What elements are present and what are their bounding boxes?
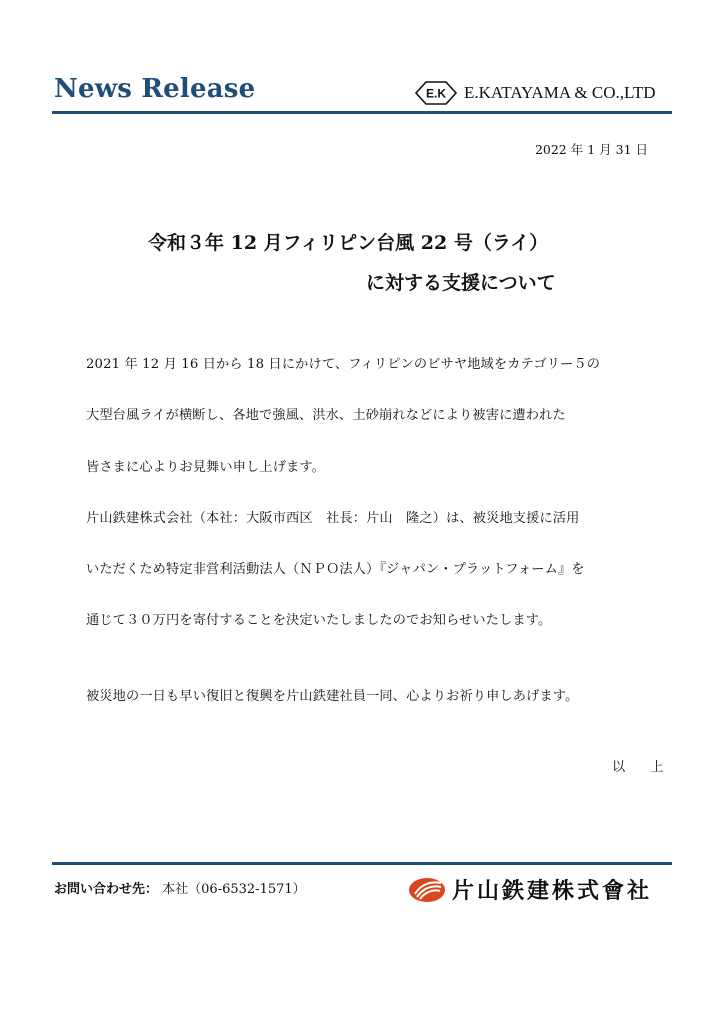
contact-info	[54, 878, 306, 897]
logo-mark-text: E.K	[425, 86, 447, 101]
ek-logo-icon	[414, 80, 458, 106]
closing-mark: 以 上	[612, 760, 670, 775]
body-paragraph: 大型台風ライが横断し、各地で強風、洪水、土砂崩れなどにより被害に遭われた	[86, 408, 566, 423]
body-paragraph: 皆さまに心よりお見舞い申し上げます。	[86, 460, 326, 475]
body-paragraph: いただくため特定非営利活動法人（ＮＰＯ法人）『ジャパン・プラットフォーム』を	[86, 562, 585, 577]
body-paragraph: 通じて３０万円を寄付することを決定いたしましたのでお知らせいたします。	[86, 613, 552, 628]
contact-label: お問い合わせ先：	[54, 882, 159, 897]
body-paragraph: 片山鉄建株式会社（本社：大阪市西区 社長：片山 隆之）は、被災地支援に活用	[86, 511, 580, 526]
company-mark-icon	[407, 876, 447, 904]
company-name-jp: 片山鉄建株式會社	[452, 878, 653, 904]
body-paragraph: 被災地の一日も早い復旧と復興を片山鉄建社員一同、心よりお祈り申しあげます。	[86, 689, 579, 704]
footer-divider	[52, 862, 672, 865]
news-release-title: News Release	[54, 74, 256, 104]
headline-line-2: に対する支援について	[366, 272, 556, 294]
body-paragraph: 2021 年 12 月 16 日から 18 日にかけて、フィリピンのビサヤ地域をカテゴリー５の	[86, 357, 601, 372]
contact-value: 本社（06-6532-1571）	[162, 882, 306, 897]
release-date: 2022 年 1 月 31 日	[534, 142, 648, 157]
header-divider	[52, 111, 672, 114]
company-name-en: E.KATAYAMA & CO.,LTD	[464, 83, 656, 102]
headline-line-1: 令和３年 12 月フィリピン台風 22 号（ライ）	[148, 232, 549, 254]
